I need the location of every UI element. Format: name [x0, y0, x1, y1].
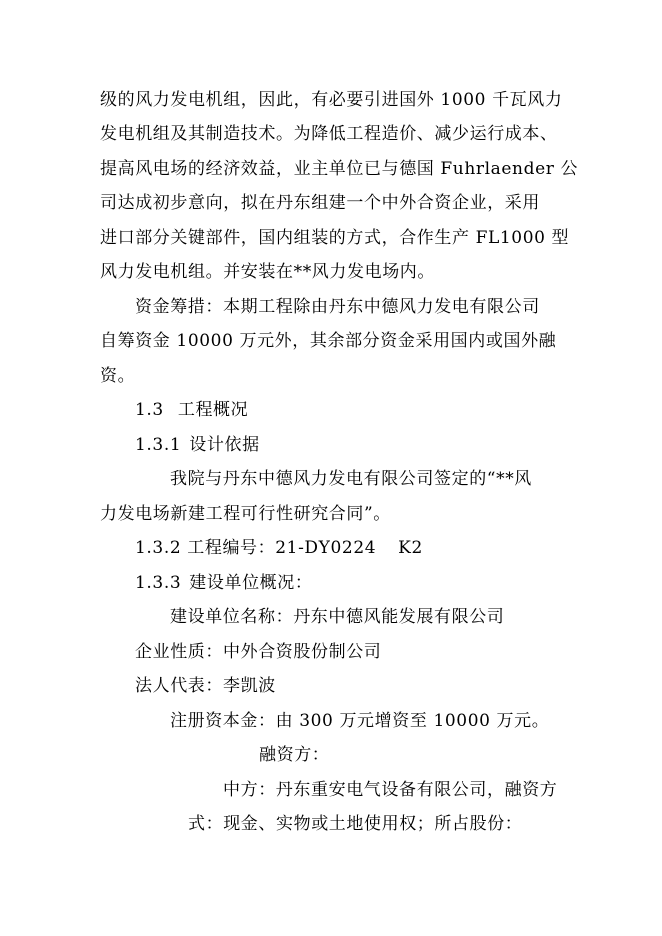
section-heading-1-3-1 [135, 433, 260, 457]
paragraph-line: 进口部分关键部件，国内组装的方式，合作生产 FL1000 型 [100, 228, 570, 248]
section-heading-1-3-3 [135, 571, 312, 595]
section-title: 建设单位概况： [189, 573, 313, 593]
design-basis-line: 我院与丹东中德风力发电有限公司签定的“**风 [170, 469, 532, 489]
paragraph-line: 发电机组及其制造技术。为降低工程造价、减少运行成本、 [100, 124, 558, 144]
financing-party-label: 融资方： [259, 745, 330, 765]
legal-representative-line: 法人代表：李凯波 [135, 676, 276, 696]
paragraph-line: 提高风电场的经济效益，业主单位已与德国 Fuhrlaender 公 [100, 159, 579, 179]
section-title: 设计依据 [189, 435, 260, 455]
section-heading-1-3 [135, 398, 248, 422]
funding-line: 资金筹措：本期工程除由丹东中德风力发电有限公司 [135, 297, 540, 317]
registered-capital-line: 注册资本金：由 300 万元增资至 10000 万元。 [170, 711, 550, 731]
project-code-suffix: K2 [398, 538, 423, 558]
section-number: 1.3.3 [135, 573, 182, 593]
chinese-party-line: 式：现金、实物或土地使用权；所占股份： [188, 814, 523, 834]
funding-line: 自筹资金 10000 万元外，其余部分资金采用国内或国外融 [100, 331, 557, 351]
company-name-line: 建设单位名称：丹东中德风能发展有限公司 [170, 607, 505, 627]
chinese-party-line: 中方：丹东重安电气设备有限公司，融资方 [223, 780, 558, 800]
design-basis-line: 力发电场新建工程可行性研究合同”。 [100, 504, 391, 524]
section-title: 工程概况 [177, 400, 249, 420]
funding-line: 资。 [100, 366, 136, 386]
section-number: 1.3 [135, 400, 164, 420]
paragraph-line: 风力发电机组。并安装在**风力发电场内。 [100, 262, 435, 282]
paragraph-line: 级的风力发电机组，因此，有必要引进国外 1000 千瓦风力 [100, 90, 563, 110]
paragraph-line: 司达成初步意向，拟在丹东组建一个中外合资企业，采用 [100, 193, 540, 213]
section-number: 1.3.1 [135, 435, 182, 455]
project-number-label: 1.3.2 工程编号：21-DY0224 [135, 538, 377, 558]
project-number-line [135, 536, 423, 560]
enterprise-type-line: 企业性质：中外合资股份制公司 [135, 642, 382, 662]
